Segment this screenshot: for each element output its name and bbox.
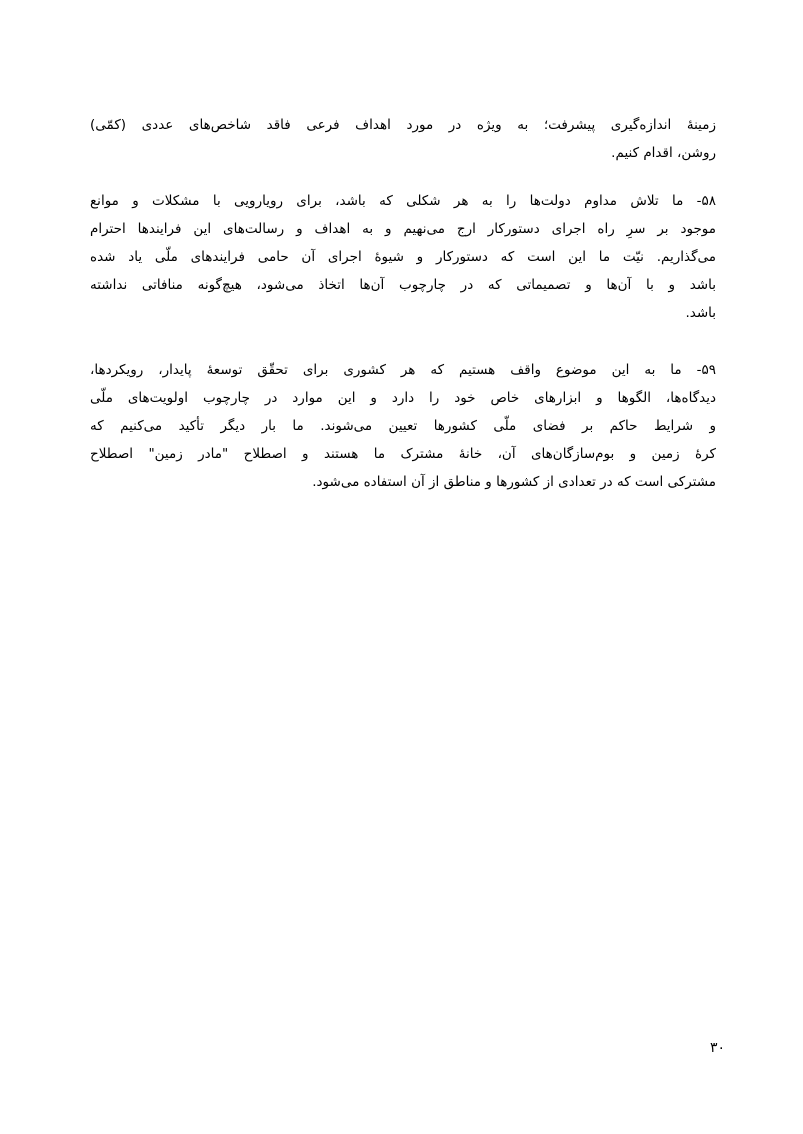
paragraph-line: ۵۹- ما به این موضوع واقف هستیم که هر کشوری برای تحقّق توسعهٔ پایدار، رویکردها، [90, 362, 716, 378]
paragraph-line: باشد. [685, 305, 716, 321]
paragraph-line: می‌گذاریم. نیّت ما این است که دستورکار و شیوهٔ اجرای آن حامی فرایندهای ملّی یاد شده [90, 249, 716, 265]
paragraph-line: مشترکی است که در تعدادی از کشورها و مناطق از آن استفاده می‌شود. [312, 474, 716, 490]
paragraph-measurement [90, 111, 716, 167]
paragraph-line: موجود بر سرِ راه اجرای دستورکار ارج می‌نهیم و به اهداف و رسالت‌های این فرایندها احترام [90, 221, 716, 237]
paragraph-line: زمینهٔ اندازه‌گیری پیشرفت؛ به ویژه در مورد اهداف فرعی فاقد شاخص‌های عددی (کمّی) [90, 117, 716, 133]
paragraph-58 [90, 187, 716, 327]
paragraph-line: ۵۸- ما تلاش مداوم دولت‌ها را به هر شکلی که باشد، برای رویارویی با مشکلات و موانع [90, 193, 716, 209]
paragraph-line: دیدگاه‌ها، الگوها و ابزارهای خاص خود را دارد و این موارد در چارچوب اولویت‌های ملّی [90, 390, 716, 406]
paragraph-line: و شرایط حاکم بر فضای ملّی کشورها تعیین می‌شوند. ما بار دیگر تأکید می‌کنیم که [90, 418, 716, 434]
paragraph-line: روشن، اقدام کنیم. [611, 145, 716, 161]
paragraph-59 [90, 356, 716, 496]
paragraph-line: کرهٔ زمین و بوم‌سازگان‌های آن، خانهٔ مشترک ما هستند و اصطلاح "مادر زمین" اصطلاح [90, 446, 716, 462]
paragraph-line: باشد و با آن‌ها و تصمیماتی که در چارچوب آن‌ها اتخاذ می‌شود، هیچ‌گونه منافاتی نداشته [90, 277, 716, 293]
page-number: ۳۰ [709, 1040, 725, 1056]
